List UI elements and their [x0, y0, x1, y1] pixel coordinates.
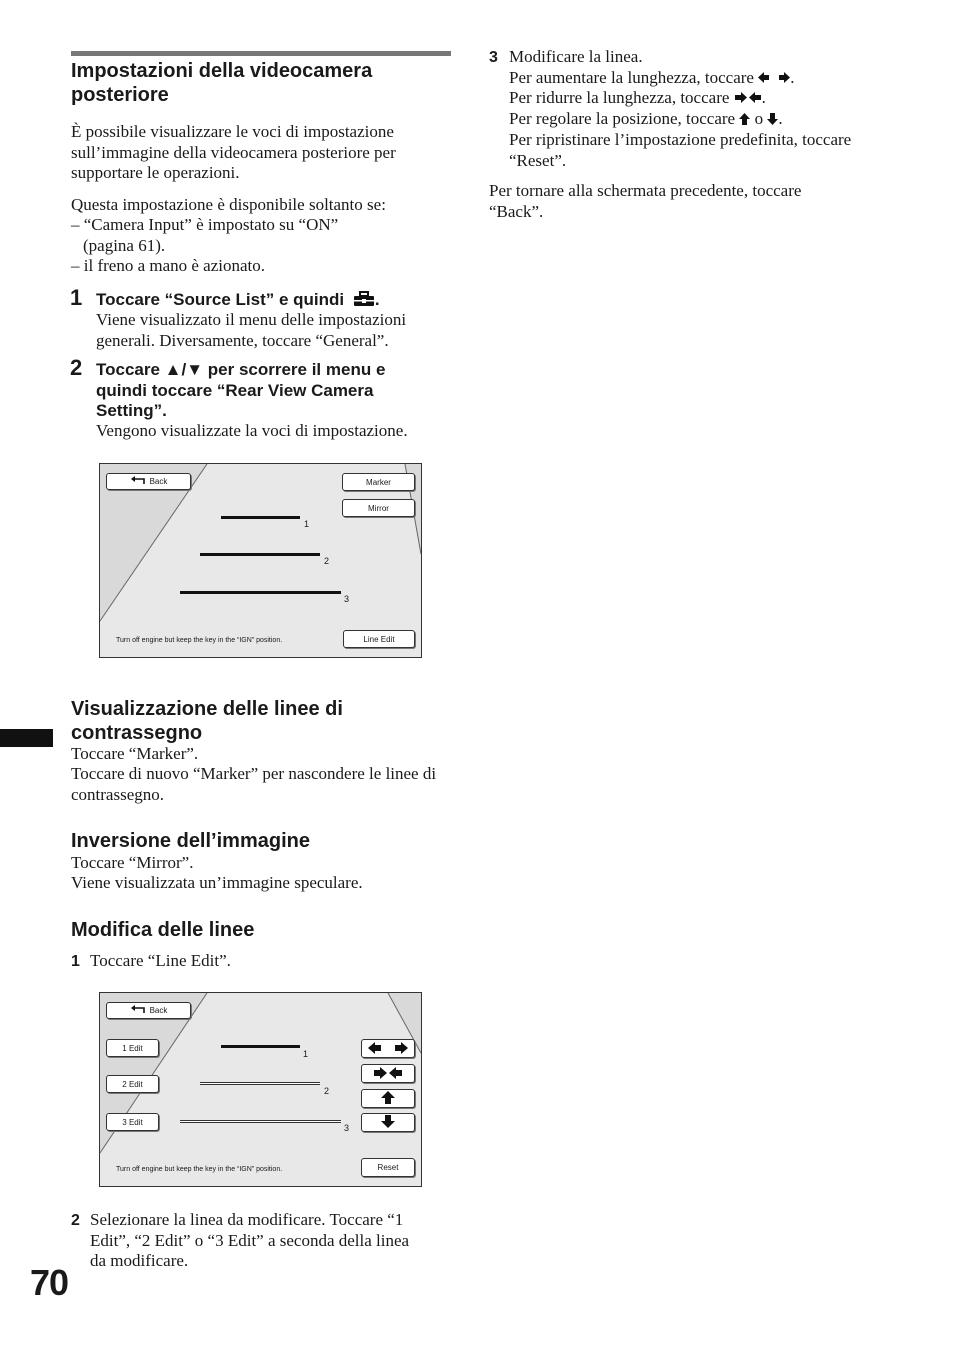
guide-line-1-label: 1: [303, 1049, 309, 1059]
engine-note: Turn off engine but keep the key in the “IGN” position.: [116, 637, 283, 644]
shorten-instruction: Per ridurre la lunghezza, toccare .: [509, 88, 766, 107]
guide-line-2-label: 2: [324, 556, 330, 566]
section-title: Impostazioni della videocamera posteriore: [71, 60, 373, 106]
arrow-down-icon: [767, 110, 778, 131]
edit-3-button[interactable]: 3 Edit: [106, 1113, 159, 1131]
position-instruction: Per regolare la posizione, toccare o .: [509, 109, 859, 131]
edit-2-button[interactable]: 2 Edit: [106, 1075, 159, 1093]
back-button[interactable]: [106, 473, 191, 490]
position-text: Per regolare la posizione, toccare: [509, 108, 736, 128]
reset-instruction: Per ripristinare l’impostazione predefinita, toccare “Reset”.: [509, 130, 852, 170]
mirror-section-title: Inversione dell’immagine: [71, 830, 310, 852]
move-down-button[interactable]: [361, 1113, 415, 1132]
availability-item-2: – il freno a mano è azionato.: [71, 256, 266, 275]
arrow-up-icon: [381, 1091, 395, 1106]
engine-note: Turn off engine but keep the key in the “IGN” position.: [116, 1166, 283, 1173]
guide-line-3: [180, 1120, 341, 1123]
mirror-section-body-1: Toccare “Mirror”.: [71, 853, 194, 872]
shorten-button[interactable]: [361, 1064, 415, 1083]
availability-item-1: – “Camera Input” è impostato su “ON” (pagina 61).: [71, 215, 339, 255]
edit-step-2-number: 2: [71, 1212, 80, 1229]
line-edit-screen-illustration: [99, 992, 422, 1187]
back-button-label: Back: [149, 1006, 168, 1015]
edit-step-1-number: 1: [71, 953, 80, 970]
edit-1-button[interactable]: 1 Edit: [106, 1039, 159, 1057]
guide-line-1-label: 1: [304, 519, 310, 529]
edit-step-3-title: Modificare la linea.: [509, 47, 643, 66]
guide-line-2-label: 2: [324, 1086, 330, 1096]
marker-section-body-2: Toccare di nuovo “Marker” per nascondere le linee di contrassegno.: [71, 764, 437, 804]
guide-line-1: [221, 1045, 300, 1048]
step-1-title-end: .: [374, 290, 380, 309]
mirror-section-body-2: Viene visualizzata un’immagine speculare.: [71, 873, 363, 892]
step-1-title-text: Toccare “Source List” e quindi: [96, 290, 345, 309]
guide-line-2: [200, 1082, 320, 1085]
edit-section-title: Modifica delle linee: [71, 919, 255, 941]
edit-step-1-text: Toccare “Line Edit”.: [90, 951, 231, 970]
position-or: o: [754, 108, 764, 128]
shorten-text: Per ridurre la lunghezza, toccare: [509, 88, 730, 107]
step-1-body: Viene visualizzato il menu delle impostazioni generali. Diversamente, toccare “General”.: [96, 310, 407, 350]
page-number: 70: [30, 1262, 69, 1303]
back-arrow-icon: [130, 1005, 146, 1016]
arrows-inward-icon: [734, 88, 762, 109]
arrows-outward-icon: [368, 1042, 408, 1056]
back-button-label: Back: [149, 477, 168, 486]
edit-step-3-content: [509, 47, 859, 171]
settings-screen-illustration: [99, 463, 422, 658]
line-edit-button[interactable]: Line Edit: [343, 630, 415, 648]
top-rule: [71, 51, 451, 56]
lengthen-instruction: Per aumentare la lunghezza, toccare .: [509, 67, 795, 87]
arrows-outward-icon: [758, 68, 790, 89]
move-up-button[interactable]: [361, 1089, 415, 1108]
marker-button[interactable]: Marker: [342, 473, 415, 491]
lengthen-button[interactable]: [361, 1039, 415, 1058]
arrow-up-icon: [739, 110, 750, 131]
marker-section-body-1: Toccare “Marker”.: [71, 744, 199, 763]
arrow-down-icon: [381, 1115, 395, 1130]
guide-line-1: [221, 516, 300, 519]
side-tab: [0, 729, 53, 747]
screen-background: [100, 464, 421, 657]
guide-line-3-label: 3: [344, 1123, 350, 1133]
guide-line-3-label: 3: [344, 594, 350, 604]
guide-line-2: [200, 553, 320, 556]
back-instruction: Per tornare alla schermata precedente, toccare “Back”.: [489, 181, 802, 221]
back-arrow-icon: [130, 476, 146, 487]
marker-section-title: Visualizzazione delle linee di contrassegno: [71, 698, 343, 744]
step-2-title: Toccare ▲/▼ per scorrere il menu e quindi toccare “Rear View Camera Setting”.: [96, 360, 386, 420]
edit-step-2-text: Selezionare la linea da modificare. Toccare “1 Edit”, “2 Edit” o “3 Edit” a seconda della linea da modificare.: [90, 1210, 410, 1270]
edit-step-3-number: 3: [489, 49, 498, 66]
step-2-body: Vengono visualizzate la voci di impostazione.: [96, 421, 408, 440]
arrows-inward-icon: [373, 1067, 403, 1081]
reset-button[interactable]: Reset: [361, 1158, 415, 1177]
lengthen-text: Per aumentare la lunghezza, toccare: [509, 67, 754, 87]
step-1-number: 1: [70, 285, 83, 310]
step-2-number: 2: [70, 355, 83, 380]
mirror-button[interactable]: Mirror: [342, 499, 415, 517]
guide-line-3: [180, 591, 341, 594]
intro-text: È possibile visualizzare le voci di impostazione sull’immagine della videocamera posteriore per supportare le operazioni.: [71, 122, 396, 182]
back-button[interactable]: [106, 1002, 191, 1019]
availability-heading: Questa impostazione è disponibile soltanto se:: [71, 195, 386, 214]
